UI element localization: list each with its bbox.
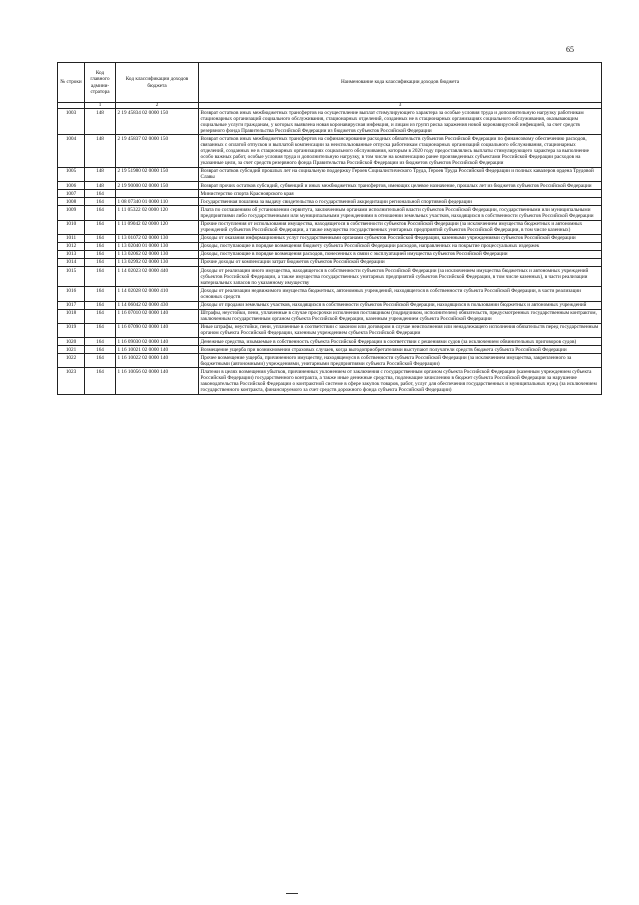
column-header-row-number: № строки — [58, 63, 85, 103]
table-row — [58, 167, 602, 181]
admin-code-cell: 164 — [85, 206, 116, 220]
classification-code-cell: 1 13 02040 01 0000 130 — [116, 242, 199, 250]
table-row — [58, 206, 602, 220]
column-index-2: 2 — [116, 103, 199, 109]
classification-code-cell: 1 13 02992 02 0000 130 — [116, 258, 199, 266]
column-header-name: Наименование кода классификации доходов бюджета — [199, 63, 602, 103]
classification-code-cell: 1 11 09042 02 0000 120 — [116, 220, 199, 234]
revenue-name-cell: Иные штрафы, неустойки, пени, уплаченные в соответствии с законом или договором в случае неисполнения или ненадлежащего исполнения обязательств перед государственным органом субъекта Российской Федерации, казенным учреждением субъекта Российской Федерации — [199, 323, 602, 337]
admin-code-cell: 164 — [85, 338, 116, 346]
table-row — [58, 250, 602, 258]
table-row — [58, 338, 602, 346]
row-number-cell: 1018 — [58, 309, 85, 323]
table-row — [58, 354, 602, 368]
classification-code-cell: 1 13 02062 02 0000 130 — [116, 250, 199, 258]
admin-code-cell: 164 — [85, 301, 116, 309]
revenue-name-cell: Прочее возмещение ущерба, причиненного имуществу, находящемуся в собственности субъекта Российской Федерации (за исключением имущества, закрепленного за бюджетными (автономными) учреждениями, унитарными предприятиями субъекта Российской Федерации) — [199, 354, 602, 368]
table-body — [58, 109, 602, 395]
admin-code-cell: 164 — [85, 309, 116, 323]
table-row — [58, 287, 602, 301]
revenue-name-cell: Государственная пошлина за выдачу свидетельства о государственной аккредитации региональной спортивной федерации — [199, 198, 602, 206]
revenue-name-cell: Доходы от реализации иного имущества, находящегося в собственности субъектов Российской Федерации (за исключением имущества бюджетных и автономных учреждений субъектов Российской Федерации, а также имущества государственных унитарных предприятий субъектов Российской Федерации, в том числе казенных), в части реализации материальных запасов по указанному имуществу — [199, 267, 602, 287]
revenue-name-cell: Возврат остатков субсидий прошлых лет на социальную поддержку Героев Социалистического Труда, Героев Труда Российской Федерации и полных кавалеров ордена Трудовой Славы — [199, 167, 602, 181]
revenue-name-cell: Доходы, поступающие в порядке возмещения расходов, понесенных в связи с эксплуатацией имущества субъектов Российской Федерации — [199, 250, 602, 258]
classification-code-cell: 2 19 45837 02 0000 150 — [116, 135, 199, 167]
table-row — [58, 220, 602, 234]
classification-code-cell: 1 16 10021 02 0000 140 — [116, 346, 199, 354]
classification-code-cell: 1 14 06042 02 0000 430 — [116, 301, 199, 309]
revenue-name-cell: Прочие доходы от компенсации затрат бюджетов субъектов Российской Федерации — [199, 258, 602, 266]
classification-code-cell: 1 08 07340 01 0000 110 — [116, 198, 199, 206]
classification-code-cell: 2 19 45834 02 0000 150 — [116, 109, 199, 135]
table-row — [58, 346, 602, 354]
classification-code-cell: 1 16 10056 02 0000 140 — [116, 368, 199, 394]
revenue-name-cell: Возврат остатков иных межбюджетных трансфертов на софинансирование расходных обязательств субъектов Российской Федерации по финансовому обеспечению расходов, связанных с оплатой отпусков и выплатой компенсации за неиспользованные отпуска работникам стационарных организаций социального обслуживания, стационарных отделений, созданных не в стационарных организациях социального обслуживания, которым в 2020 году предоставлялись выплаты стимулирующего характера за выполнение особо важных работ, особые условия труда и дополнительную нагрузку, в том числе на компенсацию ранее произведенных субъектами Российской Федерации расходов на указанные цели, за счет средств резервного фонда Правительства Российской Федерации из бюджетов субъектов Российской Федерации — [199, 135, 602, 167]
row-number-cell: 1015 — [58, 267, 85, 287]
row-number-cell: 1019 — [58, 323, 85, 337]
row-number-cell: 1014 — [58, 258, 85, 266]
revenue-name-cell: Плата по соглашениям об установлении сервитута, заключенным органами исполнительной власти субъектов Российской Федерации, государственными или муниципальными предприятиями либо государственными или муниципальными учреждениями в отношении земельных участков, находящихся в собственности субъектов Российской Федерации — [199, 206, 602, 220]
column-header-classification-code: Код классификации доходов бюджета — [116, 63, 199, 103]
revenue-name-cell: Возмещение ущерба при возникновении страховых случаев, когда выгодоприобретателями выступают получатели средств бюджета субъекта Российской Федерации — [199, 346, 602, 354]
column-index-3: 3 — [199, 103, 602, 109]
classification-code-cell: 1 11 05322 02 0000 120 — [116, 206, 199, 220]
revenue-name-cell: Денежные средства, изымаемые в собственность субъекта Российской Федерации в соответствии с решениями судов (за исключением обвинительных приговоров судов) — [199, 338, 602, 346]
row-number-cell: 1012 — [58, 242, 85, 250]
classification-code-cell: 1 14 02028 02 0000 410 — [116, 287, 199, 301]
admin-code-cell: 164 — [85, 234, 116, 242]
row-number-cell: 1023 — [58, 368, 85, 394]
table-row — [58, 323, 602, 337]
footer-line — [286, 893, 298, 894]
table-row — [58, 242, 602, 250]
table-row — [58, 301, 602, 309]
admin-code-cell: 148 — [85, 167, 116, 181]
row-number-cell: 1006 — [58, 182, 85, 190]
revenue-name-cell: Доходы от оказания информационных услуг государственными органами субъектов Российской Федерации, казенными учреждениями субъектов Российской Федерации — [199, 234, 602, 242]
row-number-cell: 1007 — [58, 190, 85, 198]
classification-code-cell: 1 16 07010 02 0000 140 — [116, 309, 199, 323]
revenue-name-cell: Министерство спорта Красноярского края — [199, 190, 602, 198]
revenue-name-cell: Доходы от реализации недвижимого имущества бюджетных, автономных учреждений, находящегося в собственности субъекта Российской Федерации, в части реализации основных средств — [199, 287, 602, 301]
classification-code-cell: 1 16 10022 02 0000 140 — [116, 354, 199, 368]
table-row — [58, 198, 602, 206]
budget-revenue-table — [57, 62, 602, 395]
revenue-name-cell: Возврат прочих остатков субсидий, субвенций и иных межбюджетных трансфертов, имеющих целевое назначение, прошлых лет из бюджетов субъектов Российской Федерации — [199, 182, 602, 190]
admin-code-cell: 164 — [85, 323, 116, 337]
table-row — [58, 267, 602, 287]
revenue-name-cell: Прочие поступления от использования имущества, находящегося в собственности субъектов Российской Федерации (за исключением имущества бюджетных и автономных учреждений субъектов Российской Федерации, а также имущества государственных унитарных предприятий субъектов Российской Федерации, в том числе казенных) — [199, 220, 602, 234]
admin-code-cell: 164 — [85, 368, 116, 394]
revenue-name-cell: Платежи в целях возмещения убытков, причиненных уклонением от заключения с государственным органом субъекта Российской Федерации (казенным учреждением субъекта Российской Федерации) государственного контракта, а также иные денежные средства, подлежащие зачислению в бюджет субъекта Российской Федерации за нарушение законодательства Российской Федерации о контрактной системе в сфере закупок товаров, работ, услуг для обеспечения государственных и муниципальных нужд (за исключением государственного контракта, финансируемого за счет средств дорожного фонда субъекта Российской Федерации) — [199, 368, 602, 394]
classification-code-cell: 2 19 90000 02 0000 150 — [116, 182, 199, 190]
row-number-cell: 1003 — [58, 109, 85, 135]
revenue-name-cell: Доходы от продажи земельных участков, находящихся в собственности субъектов Российской Федерации, находящихся в пользовании бюджетных и автономных учреждений — [199, 301, 602, 309]
revenue-name-cell: Штрафы, неустойки, пени, уплаченные в случае просрочки исполнения поставщиком (подрядчиком, исполнителем) обязательств, предусмотренных государственным контрактом, заключенным государственным органом субъекта Российской Федерации, казенным учреждением субъекта Российской Федерации — [199, 309, 602, 323]
table-row — [58, 309, 602, 323]
column-header-admin-code: Код главного админи- стратора — [85, 63, 116, 103]
admin-code-cell: 164 — [85, 346, 116, 354]
admin-code-cell: 164 — [85, 220, 116, 234]
row-number-cell: 1021 — [58, 346, 85, 354]
admin-code-cell: 148 — [85, 135, 116, 167]
admin-code-cell: 164 — [85, 250, 116, 258]
admin-code-cell: 164 — [85, 287, 116, 301]
table-row — [58, 182, 602, 190]
row-number-cell: 1008 — [58, 198, 85, 206]
classification-code-cell: 1 13 01072 02 0000 130 — [116, 234, 199, 242]
classification-code-cell: 2 19 51980 02 0000 150 — [116, 167, 199, 181]
table-row — [58, 135, 602, 167]
admin-code-cell: 164 — [85, 198, 116, 206]
classification-code-cell: 1 16 07090 02 0000 140 — [116, 323, 199, 337]
row-number-cell: 1011 — [58, 234, 85, 242]
table-row — [58, 190, 602, 198]
row-number-cell: 1004 — [58, 135, 85, 167]
table-row — [58, 368, 602, 394]
row-number-cell: 1017 — [58, 301, 85, 309]
classification-code-cell: 1 14 02023 02 0000 440 — [116, 267, 199, 287]
row-number-cell: 1010 — [58, 220, 85, 234]
row-number-cell: 1016 — [58, 287, 85, 301]
admin-code-cell: 164 — [85, 354, 116, 368]
row-number-cell: 1020 — [58, 338, 85, 346]
row-number-cell: 1009 — [58, 206, 85, 220]
row-number-cell: 1022 — [58, 354, 85, 368]
revenue-name-cell: Доходы, поступающие в порядке возмещения бюджету субъекта Российской Федерации расходов, направленных на покрытие процессуальных издержек — [199, 242, 602, 250]
admin-code-cell: 164 — [85, 267, 116, 287]
table-row — [58, 109, 602, 135]
classification-code-cell — [116, 190, 199, 198]
page-number: 65 — [566, 45, 574, 54]
column-index-1: 1 — [85, 103, 116, 109]
classification-code-cell: 1 16 09030 02 0000 140 — [116, 338, 199, 346]
admin-code-cell: 148 — [85, 109, 116, 135]
row-number-cell: 1005 — [58, 167, 85, 181]
admin-code-cell: 148 — [85, 182, 116, 190]
admin-code-cell: 164 — [85, 242, 116, 250]
table-row — [58, 258, 602, 266]
row-number-cell: 1013 — [58, 250, 85, 258]
table-row — [58, 234, 602, 242]
revenue-name-cell: Возврат остатков иных межбюджетных трансфертов на осуществление выплат стимулирующего характера за особые условия труда и дополнительную нагрузку работникам стационарных организаций социального обслуживания, стационарных отделений, созданных не в стационарных организациях социального обслуживания, оказывающим социальные услуги гражданам, у которых выявлена новая коронавирусная инфекция, и лицам из групп риска заражения новой коронавирусной инфекцией, за счет средств резервного фонда Правительства Российской Федерации из бюджетов субъектов Российской Федерации — [199, 109, 602, 135]
admin-code-cell: 164 — [85, 190, 116, 198]
admin-code-cell: 164 — [85, 258, 116, 266]
